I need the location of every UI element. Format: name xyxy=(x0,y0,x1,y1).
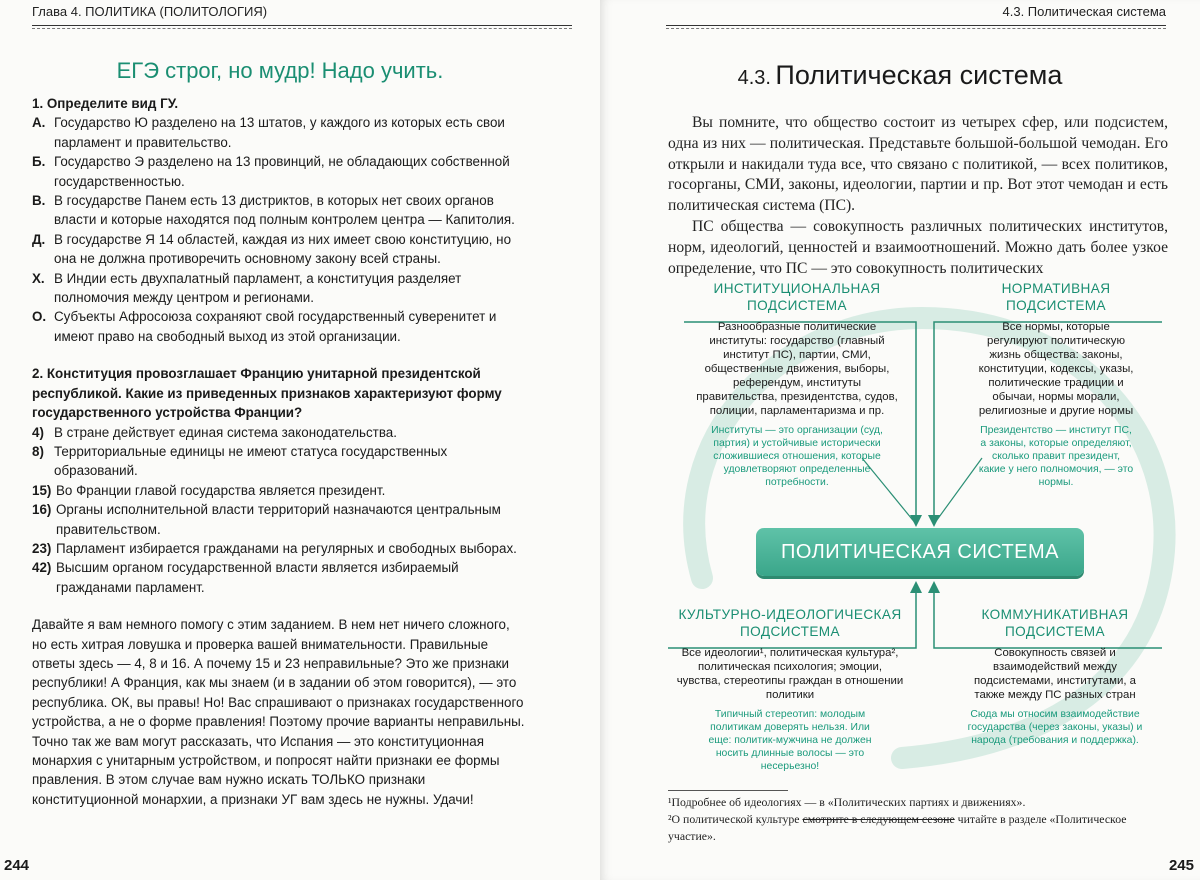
item-text: Высшим органом государственной власти является избираемый гражданами парламент. xyxy=(56,560,459,595)
communicative-subsystem xyxy=(942,606,1168,747)
right-page xyxy=(600,0,1200,880)
normative-note: Президентство — институт ПС, а законы, которые определяют, сколько правит президент, какие у него полномочия, — это нормы. xyxy=(978,425,1134,488)
header-rule-dashed xyxy=(32,28,572,29)
item-marker: 4) xyxy=(32,424,44,440)
normative-title-2: ПОДСИСТЕМА xyxy=(1006,298,1106,313)
header-rule-right-dashed xyxy=(666,28,1166,29)
item-text: Во Франции главой государства является президент. xyxy=(56,482,386,498)
footnote-2-part-a: ²О политической культуре xyxy=(668,812,803,826)
item-marker: Д. xyxy=(32,231,46,247)
right-body xyxy=(668,113,1168,279)
list-item xyxy=(32,442,527,481)
list-item xyxy=(32,230,527,269)
explanation-paragraph: Давайте я вам немного помогу с этим заданием. В нем нет ничего сложного, но есть хитрая ловушка и проверка вашей внимательности. Правильные ответы здесь — 4, 8 и 16. А почему 15 и 23 неправильные? Это же признаки республики! А Франция, как мы знаем (и в задании об этом говорится), — это республика. ОК, вы правы! Но! Вас спрашивают о признаках государственного устройства, а не о форме правления! Поэтому прочие варианты неправильны. Точно так же вам могут рассказать, что Испания — это конституционная монархия с унитарным устройством, и попросят найти признаки ее формы правления. В этом случае вам нужно искать ТОЛЬКО признаки конституционной монархии, а признаки УГ вам здесь не нужны. Удачи! xyxy=(32,617,525,807)
task1-list xyxy=(32,113,527,346)
footnote-rule xyxy=(668,790,788,791)
communicative-title-1: КОММУНИКАТИВНАЯ xyxy=(981,607,1129,622)
list-item xyxy=(32,269,527,308)
header-rule-right xyxy=(666,25,1166,26)
footnote-2 xyxy=(668,811,1168,845)
item-text: В государстве Я 14 областей, каждая из них имеет свою конституцию, но она не должна противоречить основному закону всей страны. xyxy=(54,231,512,267)
communicative-note: Сюда мы относим взаимодействие государства (через законы, указы) и народа (требования и поддержка). xyxy=(967,709,1143,746)
cultural-title-1: КУЛЬТУРНО-ИДЕОЛОГИЧЕСКАЯ xyxy=(678,607,902,622)
header-rule xyxy=(32,25,572,26)
arrow-communicative xyxy=(934,584,937,648)
normative-body: Все нормы, которые регулируют политическую жизнь общества: законы, конституции, кодексы, указы, политические традиции и обычаи, нормы морали, религиозные и другие нормы xyxy=(978,321,1134,417)
running-head-left: Глава 4. ПОЛИТИКА (ПОЛИТОЛОГИЯ) xyxy=(32,4,268,19)
political-system-diagram xyxy=(662,278,1182,788)
item-text: В стране действует единая система законодательства. xyxy=(54,424,397,440)
item-marker: 42) xyxy=(32,560,52,576)
institutional-subsystem xyxy=(672,280,922,489)
item-text: Государство Ю разделено на 13 штатов, у каждого из которых есть свои парламент и правительство. xyxy=(54,115,505,150)
item-text: В государстве Панем есть 13 дистриктов, в которых нет своих органов власти и которые находятся под полным контролем центра — Капитолия. xyxy=(54,193,515,228)
item-text: В Индии есть двухпалатный парламент, а конституция разделяет полномочия между центром и регионами. xyxy=(54,270,462,306)
page-number-right: 245 xyxy=(1168,857,1194,874)
section-title-text: Политическая система xyxy=(775,60,1063,90)
item-marker: О. xyxy=(32,309,47,325)
normative-title-1: НОРМАТИВНАЯ xyxy=(1001,281,1111,296)
task1-heading: 1. Определите вид ГУ. xyxy=(32,96,179,111)
item-marker: 8) xyxy=(32,443,44,459)
task2-heading: 2. Конституция провозглашает Францию унитарной президентской республикой. Какие из приведенных признаков характеризуют форму государственного устройства Франции? xyxy=(32,366,502,421)
footnotes xyxy=(668,794,1168,845)
item-text: Парламент избирается гражданами на регулярных и свободных выборах. xyxy=(56,540,517,556)
cultural-note: Типичный стереотип: молодым политикам доверять нельзя. Или еще: политик-мужчина не должен носить длинные волосы — это несерьезно! xyxy=(708,709,872,772)
list-item xyxy=(32,423,527,442)
definition-paragraph: ПС общества — совокупность различных политических институтов, норм, идеологий, ценностей и взаимоотношений. Можно дать более узкое определение, что ПС — это совокупность политических xyxy=(668,217,1168,277)
item-marker: А. xyxy=(32,115,46,131)
normative-subsystem xyxy=(944,280,1168,489)
cultural-subsystem xyxy=(662,606,918,773)
item-marker: 16) xyxy=(32,502,52,518)
cultural-body: Все идеологии¹, политическая культура², политическая психология; эмоции, чувства, стереотипы граждан в отношении политики xyxy=(676,647,904,701)
section-title xyxy=(600,60,1200,91)
item-text: Территориальные единицы не имеют статуса государственных образований. xyxy=(54,443,448,479)
task2-list xyxy=(32,423,527,598)
list-item xyxy=(32,500,527,539)
footnote-2-part-b: читайте в разделе «Политическое участие». xyxy=(668,812,1127,843)
list-item xyxy=(32,113,527,152)
institutional-title-1: ИНСТИТУЦИОНАЛЬНАЯ xyxy=(713,281,881,296)
institutional-note: Институты — это организации (суд, партия) и устойчивые исторически сложившиеся отношения, которые удовлетворяют определенные потребности. xyxy=(711,425,883,488)
footnote-2-strikethrough: смотрите в следующем сезоне xyxy=(802,812,955,826)
institutional-body: Разнообразные политические институты: государство (главный институт ПС), партии, СМИ, общественные движения, выборы, референдум, институты правительства, президентства, судов, полиции, парламентаризма и пр. xyxy=(696,321,898,417)
running-head-right: 4.3. Политическая система xyxy=(1002,4,1166,19)
item-text: Государство Э разделено на 13 провинций, не обладающих собственной государственностью. xyxy=(54,154,510,189)
list-item xyxy=(32,152,527,191)
list-item xyxy=(32,481,527,500)
communicative-body: Совокупность связей и взаимодействий между подсистемами, институтами, а также между ПС разных стран xyxy=(973,647,1137,701)
section-number: 4.3. xyxy=(737,67,771,89)
list-item xyxy=(32,191,527,230)
page-number-left: 244 xyxy=(4,857,30,874)
slogan: ЕГЭ строг, но мудр! Надо учить. xyxy=(116,58,444,83)
item-marker: Б. xyxy=(32,154,46,170)
item-marker: В. xyxy=(32,193,46,209)
item-text: Субъекты Афросоюза сохраняют свой государственный суверенитет и имеют право на свободный выход из этой организации. xyxy=(54,309,497,344)
item-text: Органы исполнительной власти территорий назначаются центральным правительством. xyxy=(56,502,501,537)
footnote-1: ¹Подробнее об идеологиях — в «Политических партиях и движениях». xyxy=(668,795,1026,809)
communicative-title-2: ПОДСИСТЕМА xyxy=(1005,624,1105,639)
left-body xyxy=(32,94,527,809)
list-item xyxy=(32,539,527,558)
intro-paragraph: Вы помните, что общество состоит из четырех сфер, или подсистем, одна из них — политическая. Представьте большой-большой чемодан. Его открыли и накидали туда все, что связано с политикой, — всех политиков, госорганы, СМИ, законы, идеологии, партии и пр. Вот этот чемодан и есть политическая система (ПС). xyxy=(668,114,1168,215)
item-marker: Х. xyxy=(32,270,45,286)
political-system-box: ПОЛИТИЧЕСКАЯ СИСТЕМА xyxy=(756,528,1084,576)
item-marker: 15) xyxy=(32,482,52,498)
list-item xyxy=(32,307,527,346)
item-marker: 23) xyxy=(32,540,52,556)
cultural-title-2: ПОДСИСТЕМА xyxy=(740,624,840,639)
arrow-normative xyxy=(934,322,942,524)
institutional-title-2: ПОДСИСТЕМА xyxy=(747,298,847,313)
list-item xyxy=(32,558,527,597)
